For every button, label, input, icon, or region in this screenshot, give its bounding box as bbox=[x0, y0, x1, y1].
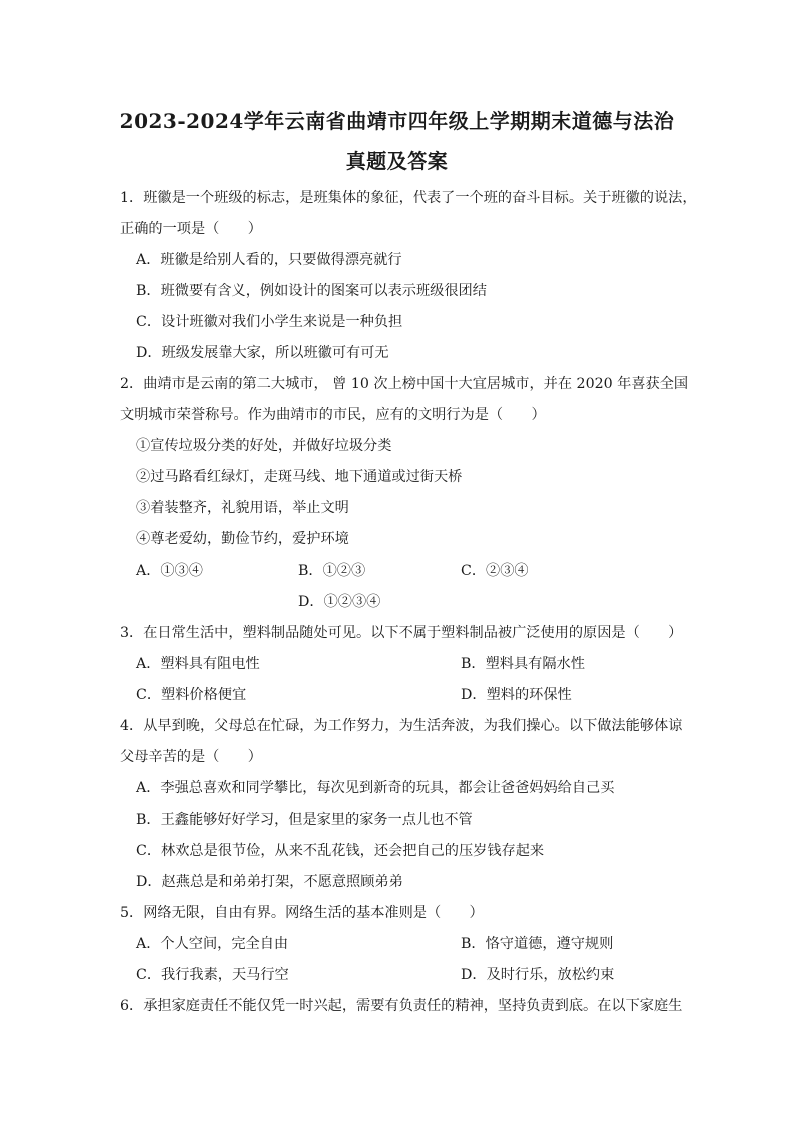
question-2-stem-line-2: 文明城市荣誉称号。作为曲靖市的市民，应有的文明行为是（ ） bbox=[120, 407, 546, 423]
question-3-option-c: C．塑料价格便宜 bbox=[136, 687, 247, 703]
question-1-option-d: D．班级发展靠大家，所以班徽可有可无 bbox=[136, 345, 389, 361]
question-4-option-c: C．林欢总是很节俭，从来不乱花钱，还会把自己的压岁钱存起来 bbox=[136, 843, 545, 859]
question-2-option-b: B．①②③ bbox=[298, 563, 366, 579]
document-subtitle: 真题及答案 bbox=[345, 149, 449, 173]
question-2-item-4: ④尊老爱幼，勤俭节约，爱护环境 bbox=[136, 531, 349, 547]
question-2-option-a: A．①③④ bbox=[136, 563, 203, 579]
question-3-option-b: B．塑料具有隔水性 bbox=[461, 656, 585, 672]
question-6-stem: 6．承担家庭责任不能仅凭一时兴起，需要有负责任的精神，坚持负责到底。在以下家庭生 bbox=[120, 998, 683, 1014]
question-4-option-b: B．王鑫能够好好学习，但是家里的家务一点儿也不管 bbox=[136, 812, 473, 828]
question-1-option-a: A．班徽是给别人看的，只要做得漂亮就行 bbox=[136, 252, 402, 268]
question-5-stem: 5．网络无限，自由有界。网络生活的基本准则是（ ） bbox=[120, 905, 484, 921]
question-5-option-c: C．我行我素，天马行空 bbox=[136, 967, 289, 983]
question-3-option-d: D．塑料的环保性 bbox=[461, 687, 572, 703]
question-1-option-c: C．设计班徽对我们小学生来说是一种负担 bbox=[136, 314, 403, 330]
question-1-stem-line-2: 正确的一项是（ ） bbox=[120, 221, 262, 237]
question-5-option-b: B．恪守道德，遵守规则 bbox=[461, 936, 614, 952]
question-1-option-b: B．班微要有含义，例如设计的图案可以表示班级很团结 bbox=[136, 283, 487, 299]
question-2-option-d: D．①②③④ bbox=[298, 594, 381, 610]
question-2-item-1: ①宣传垃圾分类的好处，并做好垃圾分类 bbox=[136, 438, 392, 454]
question-3-option-a: A．塑料具有阻电性 bbox=[136, 656, 260, 672]
question-2-option-c: C．②③④ bbox=[461, 563, 529, 579]
question-5-option-d: D．及时行乐，放松约束 bbox=[461, 967, 615, 983]
question-3-stem: 3．在日常生活中，塑料制品随处可见。以下不属于塑料制品被广泛使用的原因是（ ） bbox=[120, 625, 683, 641]
question-2-item-2: ②过马路看红绿灯，走斑马线、地下通道或过街天桥 bbox=[136, 469, 463, 485]
question-2-item-3: ③着装整齐，礼貌用语，举止文明 bbox=[136, 500, 349, 516]
question-4-option-d: D．赵燕总是和弟弟打架，不愿意照顾弟弟 bbox=[136, 874, 403, 890]
question-4-option-a: A．李强总喜欢和同学攀比，每次见到新奇的玩具，都会让爸爸妈妈给自己买 bbox=[136, 780, 615, 796]
question-4-stem-line-1: 4．从早到晚，父母总在忙碌，为工作努力，为生活奔波，为我们操心。以下做法能够体谅 bbox=[120, 718, 683, 734]
question-5-option-a: A．个人空间，完全自由 bbox=[136, 936, 289, 952]
question-1-stem-line-1: 1．班徽是一个班级的标志，是班集体的象征，代表了一个班的奋斗目标。关于班徽的说法， bbox=[120, 190, 697, 206]
question-2-stem-line-1: 2．曲靖市是云南的第二大城市， 曾 10 次上榜中国十大宜居城市，并在 2020 年喜获全国 bbox=[120, 376, 689, 392]
document-title: 2023-2024学年云南省曲靖市四年级上学期期末道德与法治 bbox=[119, 109, 675, 133]
question-4-stem-line-2: 父母辛苦的是（ ） bbox=[120, 749, 262, 765]
